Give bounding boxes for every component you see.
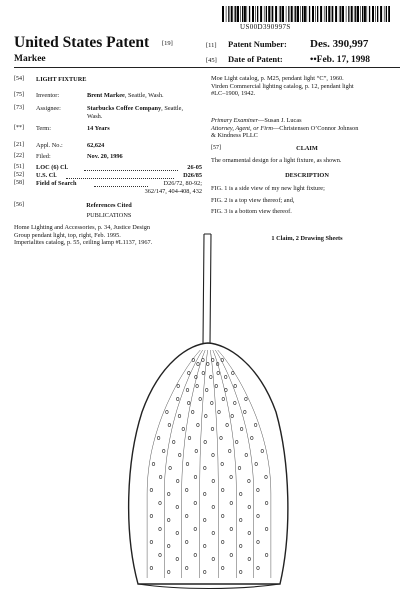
filed-value: Nov. 20, 1996 xyxy=(87,153,123,160)
leader-dots xyxy=(66,172,174,179)
appl-no-field xyxy=(14,142,204,152)
term-value: 14 Years xyxy=(87,125,110,132)
reference-line: Virden Commercial lighting catalog, p. 12, pendant light xyxy=(211,82,354,90)
barcode-icon xyxy=(222,6,390,22)
field-of-search-value-2: 362/147, 404-408, 432 xyxy=(144,187,202,195)
barcode-bar xyxy=(357,6,359,22)
barcode-bar xyxy=(264,6,265,22)
examiner-block xyxy=(211,117,403,140)
barcode-bar xyxy=(271,6,272,22)
barcode-bar xyxy=(375,6,376,22)
publication-line: Imperialites catalog, p. 55, ceiling lamp #L1137, 1967. xyxy=(14,239,153,247)
barcode-bar xyxy=(348,6,349,22)
barcode-bar xyxy=(326,6,327,22)
primary-examiner-label: Primary Examiner xyxy=(211,117,259,124)
barcode-bar xyxy=(307,6,308,22)
patent-number-code: [11] xyxy=(206,42,217,49)
field-code: [54] xyxy=(14,76,24,82)
barcode-bar xyxy=(249,6,250,22)
description-item: FIG. 3 is a bottom view thereof. xyxy=(211,208,292,216)
barcode-bar xyxy=(312,6,314,22)
barcode-bar xyxy=(309,6,310,22)
barcode-bar xyxy=(268,6,270,22)
assignee-location: , Seattle, xyxy=(161,105,184,112)
attorney-line-2: & Kindness PLLC xyxy=(211,132,258,140)
field-of-search xyxy=(14,180,204,198)
barcode-bar xyxy=(384,6,385,22)
title-field xyxy=(14,76,204,88)
assignee-state: Wash. xyxy=(87,112,103,120)
barcode-bar xyxy=(235,6,236,22)
barcode-bar xyxy=(388,6,390,22)
barcode-bar xyxy=(364,6,366,22)
description-item: FIG. 2 is a top view thereof; and, xyxy=(211,196,295,204)
barcode-bar xyxy=(354,6,355,22)
country-title: United States Patent xyxy=(14,34,150,51)
date-label: Date of Patent: xyxy=(228,54,283,64)
barcode-bar xyxy=(340,6,341,22)
date-value: ••Feb. 17, 1998 xyxy=(310,55,370,65)
description-heading: DESCRIPTION xyxy=(285,172,329,179)
primary-examiner-value: —Susan J. Lucas xyxy=(258,117,302,124)
publication-line: Home Lighting and Accessories, p. 34, Justice Design xyxy=(14,224,151,231)
field-of-search-label: Field of Search xyxy=(36,180,77,187)
date-code: [45] xyxy=(206,57,217,64)
barcode-bar xyxy=(369,6,370,22)
barcode-bar xyxy=(346,6,347,22)
barcode-bar xyxy=(342,6,344,22)
publications-heading: PUBLICATIONS xyxy=(86,212,132,219)
barcode-bar xyxy=(291,6,293,22)
filed-field xyxy=(14,153,204,163)
assignee-value xyxy=(87,105,183,113)
barcode-bar xyxy=(295,6,296,22)
barcode-bar xyxy=(242,6,243,22)
primary-examiner xyxy=(211,117,403,125)
barcode-bar xyxy=(231,6,233,22)
barcode-bar xyxy=(282,6,284,22)
field-code: [75] xyxy=(14,92,24,98)
title-code: [19] xyxy=(162,40,173,47)
barcode-bar xyxy=(272,6,273,22)
sheets-count: 1 Claim, 2 Drawing Sheets xyxy=(271,235,343,242)
inventor-location: , Seattle, Wash. xyxy=(124,92,164,99)
patent-number-line xyxy=(206,38,368,50)
term-label: Term: xyxy=(36,125,51,132)
references-heading: References Cited xyxy=(86,202,132,209)
pendant-cord xyxy=(203,234,211,344)
barcode-bar xyxy=(302,6,303,22)
barcode-bar xyxy=(304,6,306,22)
field-code: [21] xyxy=(14,142,24,148)
leader-dots xyxy=(84,164,178,171)
barcode-bar xyxy=(226,6,227,22)
barcode-bar xyxy=(286,6,287,22)
barcode-bar xyxy=(237,6,239,22)
publication-line: Group pendant light, top, right, Feb. 1995. xyxy=(14,231,121,239)
barcode-bar xyxy=(222,6,224,22)
barcode-bar xyxy=(275,6,277,22)
field-code: [52] xyxy=(14,172,24,178)
field-code: [**] xyxy=(14,125,24,131)
date-of-patent-line xyxy=(206,54,370,65)
leader-dots xyxy=(94,180,148,187)
barcode-bar xyxy=(331,6,332,22)
barcode-bar xyxy=(367,6,368,22)
filed-label: Filed: xyxy=(36,153,51,160)
field-code: [73] xyxy=(14,105,24,111)
inventor-name: Brent Markee xyxy=(87,92,125,99)
assignee-field xyxy=(14,105,204,127)
header-rule xyxy=(14,67,400,68)
barcode-bar xyxy=(332,6,333,22)
barcode-bar xyxy=(335,6,337,22)
term-field xyxy=(14,125,204,135)
patent-number-label: Patent Number: xyxy=(228,39,287,49)
reference-line: #LC–1900, 1942. xyxy=(211,90,256,98)
barcode-bar xyxy=(317,6,318,22)
reference-line: Moe Light catalog, p. M25, pendant light “C”, 1960. xyxy=(211,75,344,82)
barcode-bar xyxy=(288,6,289,22)
barcode-bar xyxy=(280,6,281,22)
barcode-bar xyxy=(377,6,378,22)
field-code: [51] xyxy=(14,164,24,170)
light-fixture-drawing-icon xyxy=(120,232,296,592)
claim-heading-row xyxy=(211,145,403,155)
barcode-bar xyxy=(380,6,382,22)
invention-title: LIGHT FIXTURE xyxy=(36,76,87,83)
barcode-bar xyxy=(247,6,248,22)
us-cl-value: D26/85 xyxy=(183,172,202,179)
attorney xyxy=(211,125,403,133)
barcode-bar xyxy=(351,6,353,22)
barcode-bar xyxy=(266,6,267,22)
barcode-bar xyxy=(252,6,254,22)
barcode-bar xyxy=(279,6,280,22)
barcode-bar xyxy=(320,6,322,22)
attorney-value: —Christensen O’Connor Johnson xyxy=(272,124,359,132)
barcode-bar xyxy=(300,6,301,22)
barcode-bar xyxy=(257,6,258,22)
assignee-label: Assignee: xyxy=(36,105,61,112)
loc-value: 26-05 xyxy=(187,164,202,171)
references-continued xyxy=(211,75,403,98)
barcode-bar xyxy=(234,6,235,22)
barcode-bar xyxy=(228,6,229,22)
barcode-bar xyxy=(324,6,325,22)
claim-heading: CLAIM xyxy=(296,145,318,152)
field-code: [57] xyxy=(211,145,221,151)
barcode-bar xyxy=(328,6,330,22)
inventor-label: Inventor: xyxy=(36,92,60,99)
description-item: FIG. 1 is a side view of my new light fixture; xyxy=(211,185,325,192)
barcode-bar xyxy=(255,6,256,22)
barcode-bar xyxy=(360,6,361,22)
inventor-surname: Markee xyxy=(14,54,46,64)
inventor-field xyxy=(14,92,204,102)
barcode-bar xyxy=(260,6,262,22)
description-list xyxy=(211,185,403,216)
barcode-bar xyxy=(386,6,387,22)
inventor-value xyxy=(87,92,164,100)
attorney-label: Attorney, Agent, or Firm xyxy=(211,124,273,132)
field-code: [58] xyxy=(14,180,24,186)
barcode-bar xyxy=(372,6,374,22)
barcode-number: US00D390997S xyxy=(240,23,291,31)
field-code: [56] xyxy=(14,202,24,208)
patent-number-value: Des. 390,997 xyxy=(310,38,369,50)
barcode-bar xyxy=(294,6,295,22)
barcode-bar xyxy=(339,6,340,22)
appl-no-label: Appl. No.: xyxy=(36,142,63,149)
field-of-search-value-1: D26/72, 80-92; xyxy=(163,180,202,187)
barcode-bar xyxy=(244,6,246,22)
barcode-bar xyxy=(315,6,316,22)
claim-text: The ornamental design for a light fixture, as shown. xyxy=(211,157,342,164)
barcode-bar xyxy=(355,6,356,22)
loc-label: LOC (6) Cl. xyxy=(36,164,69,171)
us-cl-label: U.S. Cl. xyxy=(36,172,57,179)
references-heading-row xyxy=(14,202,204,212)
assignee-name: Starbucks Coffee Company xyxy=(87,105,162,112)
barcode-bar xyxy=(362,6,363,22)
appl-no-value: 62,624 xyxy=(87,142,105,149)
field-code: [22] xyxy=(14,153,24,159)
barcode-bar xyxy=(297,6,299,22)
barcode-bar xyxy=(240,6,241,22)
